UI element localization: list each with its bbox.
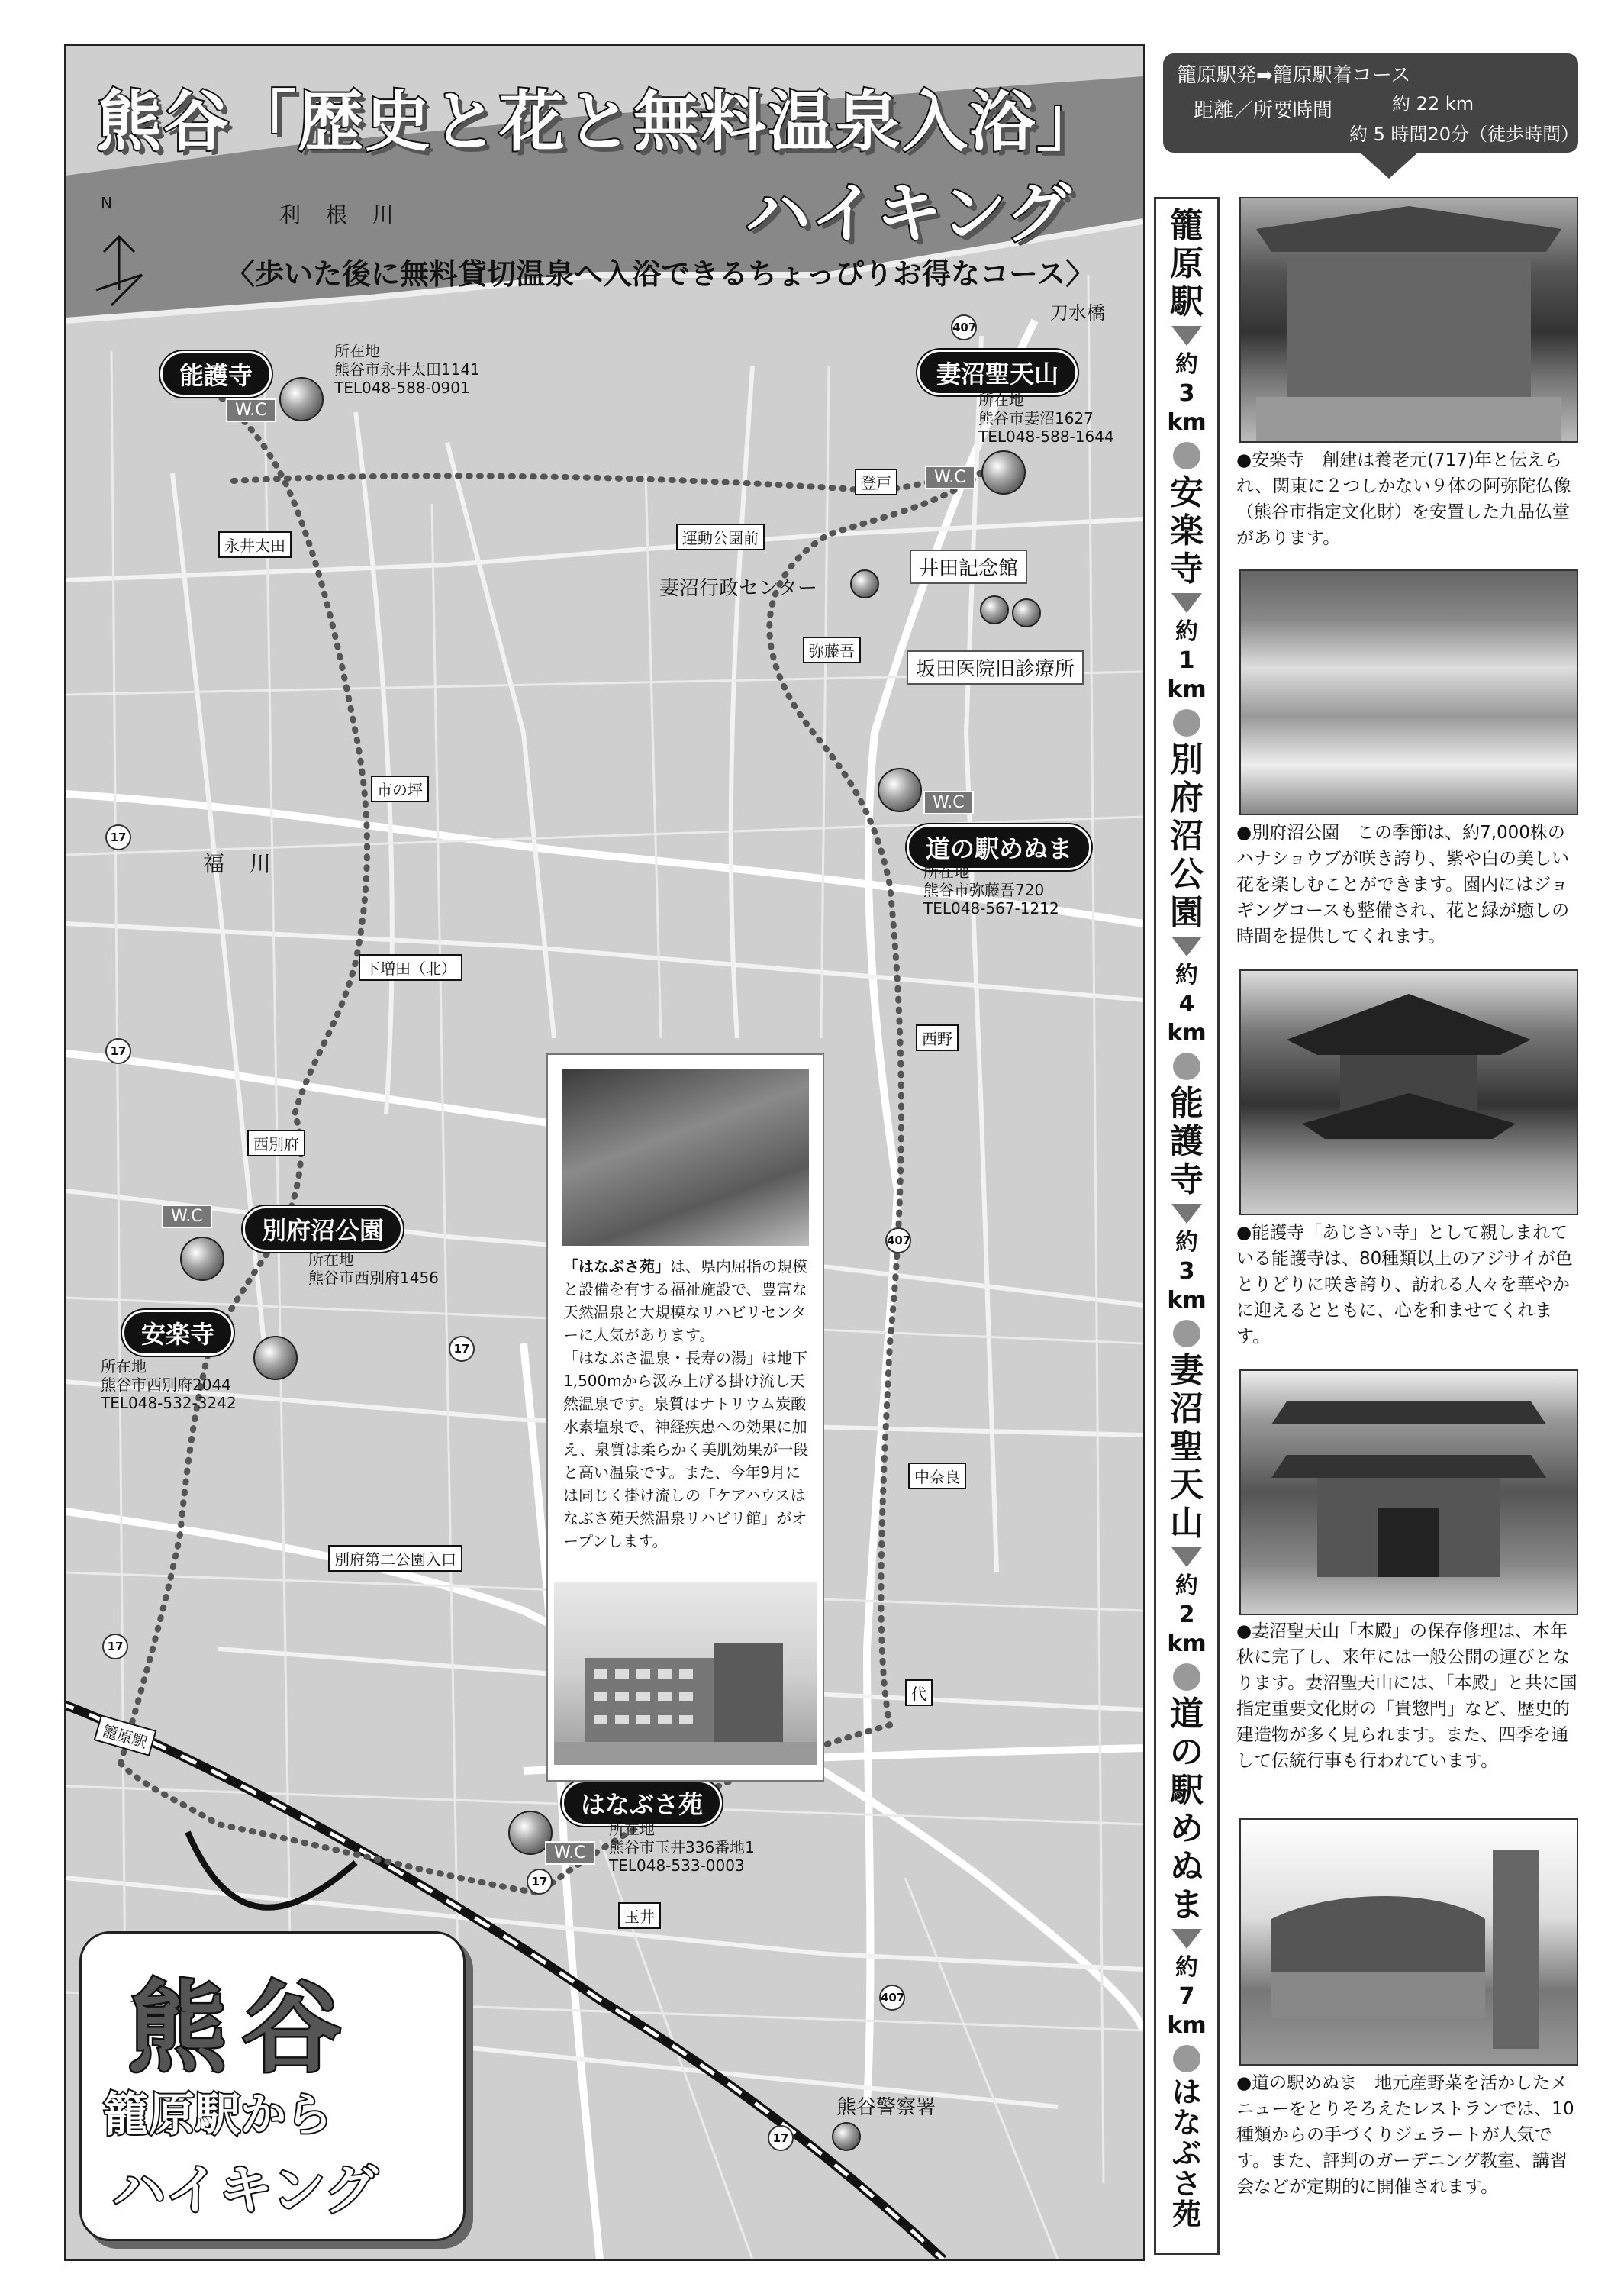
- strip-stop: 別 府 沼 公 園: [1170, 740, 1204, 932]
- down-arrow-icon: [1171, 1929, 1202, 1949]
- hanabusa-info-panel: [546, 1053, 824, 1782]
- strip-stop: 安 楽 寺: [1170, 473, 1204, 589]
- down-arrow-icon: [1171, 326, 1202, 346]
- michinoeki-menuma-label[interactable]: 道の駅めぬま: [907, 824, 1091, 870]
- michinoeki-menuma-marker[interactable]: [878, 768, 922, 812]
- menuma-gyosei-center-marker: [850, 569, 879, 598]
- stop-dot-icon: [1173, 709, 1200, 737]
- anrakuji-address: 所在地 熊谷市西別府2044 TEL048-532-3242: [101, 1357, 237, 1412]
- map-title-line1: 熊谷「歴史と花と無料温泉入浴」: [96, 84, 1104, 160]
- michinoeki-photo: [1239, 1818, 1578, 2066]
- menuma-shodenzan-label[interactable]: 妻沼聖天山: [917, 350, 1078, 395]
- down-arrow-icon: [1171, 1547, 1202, 1567]
- michinoeki-caption: ●道の駅めぬま 地元産野菜を活かしたメニューをとりそろえたレストランでは、10種類からの手づくりジェラートが人気です。また、評判のガーデニング教室、講習会などが定期的に開催されます。: [1236, 2073, 1574, 2197]
- nougoji-caption: ●能護寺「あじさい寺」として親しまれている能護寺は、80種類以上のアジサイが色とりどりに咲き誇り、訪れる人々を華やかに迎えるとともに、心を和ませてくれます。: [1236, 1223, 1573, 1347]
- ida-kinenkan-label: 井田記念館: [910, 550, 1027, 584]
- stop-dot-icon: [1173, 2045, 1200, 2072]
- hanabusaen-label[interactable]: はなぶさ苑: [562, 1780, 722, 1826]
- menuma-shodenzan-photo: [1239, 1369, 1578, 1615]
- strip-distance: 約 1 km: [1167, 618, 1207, 703]
- course-distance: 約 22 km: [1392, 93, 1474, 114]
- hanabusa-building-illustration: [554, 1582, 817, 1765]
- route-shield: 17: [527, 1869, 553, 1895]
- tousui-bridge-label: 刀水橋: [1050, 302, 1105, 324]
- kumagaya-police-marker: [832, 2122, 861, 2151]
- hanabusa-onsen-photo: [562, 1069, 809, 1246]
- anrakuji-caption: ●安楽寺 創建は養老元(717)年と伝えられ、関東に２つしかない９体の阿弥陀仏像（熊谷市指定文化財）を安置した九品仏堂があります。: [1236, 450, 1571, 548]
- tone-river-label: 利 根 川: [279, 202, 403, 227]
- beppunuma-iris-photo: [1239, 569, 1578, 815]
- route-shield: 407: [885, 1227, 911, 1253]
- wc-icon: W.C: [162, 1205, 212, 1228]
- stop-dot-icon: [1173, 1053, 1200, 1080]
- route-shield: 407: [951, 314, 977, 340]
- signal-undou-kouen: 運動公園前: [676, 524, 765, 550]
- signal-tamai: 玉井: [618, 1902, 661, 1929]
- sakata-iin-marker: [1012, 598, 1041, 627]
- route-strip: [1154, 197, 1220, 2255]
- signal-yatogo: 弥藤吾: [803, 637, 861, 663]
- strip-distance: 約 3 km: [1167, 1229, 1207, 1314]
- menuma-shodenzan-address: 所在地 熊谷市妻沼1627 TEL048-588-1644: [978, 391, 1114, 446]
- hanabusaen-address: 所在地 熊谷市玉井336番地1 TEL048-533-0003: [609, 1820, 755, 1875]
- anrakuji-marker[interactable]: [253, 1336, 298, 1380]
- nougoji-address: 所在地 熊谷市永井太田1141 TEL048-588-0901: [334, 342, 480, 397]
- route-shield: 17: [102, 1634, 128, 1659]
- course-time: 約 5 時間20分（徒歩時間）: [1349, 124, 1580, 145]
- signal-dai: 代: [905, 1679, 933, 1706]
- map-title-line2: ハイキング: [745, 176, 1071, 252]
- beppunuma-caption: ●別府沼公園 この季節は、約7,000株のハナショウブが咲き誇り、紫や白の美しい花を楽しむことができます。園内にはジョギングコースも整備され、花と緑が癒しの時間を提供してくれます。: [1236, 823, 1570, 947]
- beppunuma-park-label[interactable]: 別府沼公園: [243, 1206, 403, 1252]
- strip-distance: 約 3 km: [1167, 351, 1207, 436]
- route-shield: 17: [768, 2125, 794, 2151]
- hiking-map[interactable]: [64, 44, 1145, 2261]
- kumagaya-police-label: 熊谷警察署: [836, 2096, 936, 2119]
- signal-nishino: 西野: [916, 1024, 959, 1051]
- michinoeki-menuma-address: 所在地 熊谷市弥藤吾720 TEL048-567-1212: [923, 863, 1059, 918]
- wc-icon: W.C: [226, 398, 276, 422]
- wc-icon: W.C: [925, 466, 975, 489]
- nougoji-marker[interactable]: [279, 377, 324, 421]
- down-arrow-icon: [1171, 1204, 1202, 1224]
- strip-distance: 約 7 km: [1167, 1954, 1207, 2039]
- strip-stop: は な ぶ さ 苑: [1171, 2076, 1201, 2231]
- stop-dot-icon: [1173, 442, 1200, 469]
- logo-kumagaya: 熊谷: [127, 1970, 357, 2086]
- strip-stop: 能 護 寺: [1170, 1084, 1204, 1199]
- kagohara-station-label: 籠原駅: [94, 1714, 157, 1756]
- course-distance-time-label: 距離／所要時間: [1194, 99, 1333, 122]
- wc-icon: W.C: [545, 1841, 595, 1865]
- signal-nakanara: 中奈良: [908, 1463, 966, 1489]
- wc-icon: W.C: [923, 791, 974, 814]
- stop-dot-icon: [1173, 1320, 1200, 1347]
- route-shield: 17: [449, 1336, 475, 1362]
- strip-distance: 約 4 km: [1167, 962, 1207, 1047]
- map-subtitle: 〈歩いた後に無料貸切温泉へ入浴できるちょっぴりお得なコース〉: [226, 257, 1095, 291]
- ida-kinenkan-marker: [980, 595, 1009, 624]
- signal-beppu-daini: 別府第二公園入口: [328, 1545, 462, 1572]
- course-arrow-icon: [1358, 151, 1419, 179]
- fuku-river-label: 福 川: [203, 851, 280, 876]
- logo-hiking: ハイキング: [112, 2159, 378, 2221]
- down-arrow-icon: [1171, 593, 1202, 613]
- strip-stop: 籠 原 駅: [1170, 206, 1204, 321]
- menuma-shodenzan-marker[interactable]: [981, 450, 1026, 495]
- down-arrow-icon: [1171, 937, 1202, 956]
- hanabusa-info-text: 「はなぶさ苑」は、県内屈指の規模と設備を有する福祉施設で、豊富な天然温泉と大規模なリハビリセンターに人気があります。 「はなぶさ温泉・長寿の湯」は地下1,500mから汲み上げる掛け流し天然温泉です。泉質はナトリウム炭酸水素塩泉で、神経疾患への効果に加え、泉質は柔らかく美肌効果が一段と高い温泉です。また、今年9月には同じく掛け流しの「ケアハウスはなぶさ苑天然温泉リハビリ館」がオープンします。: [563, 1257, 809, 1550]
- signal-ichinotsubo: 市の坪: [371, 776, 429, 802]
- menuma-shodenzan-caption: ●妻沼聖天山「本殿」の保存修理は、本年秋に完了し、来年には一般公開の運びとなります。妻沼聖天山には、「本殿」と共に国指定重要文化財の「貴惣門」など、歴史的建造物が多く見られます。また、四季を通して伝統行事も行われています。: [1236, 1621, 1577, 1771]
- course-route: 籠原駅発➡籠原駅着コース: [1177, 64, 1411, 87]
- anrakuji-photo: [1239, 197, 1578, 443]
- route-shield: 17: [105, 824, 131, 850]
- course-summary-box: [1163, 53, 1578, 153]
- menuma-gyosei-center-label: 妻沼行政センター: [659, 577, 817, 600]
- signal-noboto: 登戸: [855, 469, 897, 495]
- nougoji-label[interactable]: 能護寺: [160, 351, 272, 397]
- signal-shimomasuda: 下増田（北）: [359, 954, 462, 981]
- compass-north-label: N: [101, 194, 112, 212]
- strip-distance: 約 2 km: [1167, 1572, 1207, 1657]
- beppunuma-park-address: 所在地 熊谷市西別府1456: [308, 1250, 439, 1287]
- kumagaya-hiking-logo: [79, 1931, 466, 2241]
- signal-nishibeppu: 西別府: [247, 1130, 305, 1156]
- nougoji-photo: [1239, 969, 1578, 1215]
- beppunuma-park-marker[interactable]: [180, 1237, 224, 1281]
- route-shield: 407: [879, 1985, 905, 2011]
- sakata-iin-label: 坂田医院旧診療所: [907, 650, 1084, 685]
- route-shield: 17: [105, 1038, 131, 1064]
- logo-from-kagohara: 籠原駅から: [103, 2088, 332, 2142]
- anrakuji-label[interactable]: 安楽寺: [122, 1310, 234, 1356]
- strip-stop: 道 の 駅 め ぬ ま: [1170, 1695, 1204, 1924]
- stop-dot-icon: [1173, 1663, 1200, 1691]
- signal-nagai-ota: 永井太田: [218, 531, 292, 558]
- strip-stop: 妻 沼 聖 天 山: [1170, 1351, 1204, 1543]
